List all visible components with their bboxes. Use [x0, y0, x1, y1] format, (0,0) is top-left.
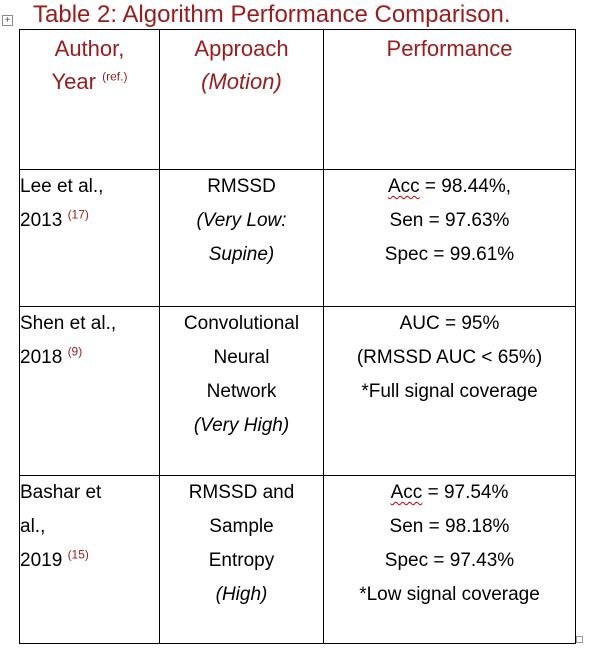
performance-line: (RMSSD AUC < 65%) — [356, 347, 543, 368]
acc-label: Acc — [387, 176, 420, 197]
performance-line: Sen = 98.18% — [389, 516, 510, 537]
approach-text: Convolutional — [183, 313, 300, 334]
performance-line: Spec = 97.43% — [384, 550, 515, 571]
performance-line: AUC = 95% — [399, 313, 500, 334]
performance-line: *Full signal coverage — [361, 381, 538, 402]
approach-text: Neural — [213, 347, 270, 368]
approach-cell — [160, 307, 324, 476]
performance-line: Sen = 97.63% — [389, 210, 510, 231]
performance-line: Spec = 99.61% — [384, 244, 515, 265]
acc-label: Acc — [390, 482, 423, 503]
author-name: al., — [20, 516, 46, 537]
author-year: 2018 — [20, 347, 63, 368]
header-approach-label: Approach — [194, 36, 289, 61]
author-name: Shen et al., — [20, 313, 117, 334]
table-row — [20, 476, 576, 644]
author-year: 2013 — [20, 210, 63, 231]
author-cell — [20, 170, 160, 307]
performance-cell — [324, 170, 576, 307]
header-performance: Performance — [324, 30, 576, 170]
table-row — [20, 307, 576, 476]
performance-cell — [324, 307, 576, 476]
ref-superscript: (17) — [67, 207, 89, 222]
motion-text: Supine) — [208, 244, 275, 265]
table-move-handle-icon[interactable]: + — [2, 15, 13, 26]
approach-text: Network — [206, 381, 277, 402]
author-name: Bashar et — [20, 482, 102, 503]
motion-text: (Very High) — [193, 415, 290, 436]
approach-text: Entropy — [208, 550, 275, 571]
table-resize-handle[interactable] — [576, 636, 583, 643]
acc-value: = 97.54% — [422, 482, 509, 503]
performance-line: *Low signal coverage — [359, 584, 540, 605]
author-name: Lee et al., — [20, 176, 104, 197]
approach-text: RMSSD and — [188, 482, 295, 503]
table-title: Table 2: Algorithm Performance Comparison. — [33, 1, 511, 28]
approach-cell — [160, 476, 324, 644]
approach-text: Sample — [209, 516, 274, 537]
approach-cell — [160, 170, 324, 307]
table-header-row — [20, 30, 576, 170]
author-year: 2019 — [20, 550, 63, 571]
header-author-label: Author, — [54, 36, 125, 61]
table-row — [20, 170, 576, 307]
header-year-label: Year — [51, 69, 96, 94]
performance-cell — [324, 476, 576, 644]
author-cell — [20, 476, 160, 644]
motion-text: (Very Low: — [196, 210, 287, 231]
header-approach — [160, 30, 324, 170]
header-author-year — [20, 30, 160, 170]
author-cell — [20, 307, 160, 476]
header-ref-superscript: (ref.) — [102, 69, 128, 84]
ref-superscript: (15) — [67, 547, 89, 562]
ref-superscript: (9) — [67, 344, 83, 359]
performance-table — [19, 29, 576, 644]
approach-text: RMSSD — [207, 176, 276, 197]
motion-text: (High) — [215, 584, 268, 605]
header-motion-label: (Motion) — [201, 69, 282, 94]
acc-value: = 98.44%, — [419, 176, 512, 197]
